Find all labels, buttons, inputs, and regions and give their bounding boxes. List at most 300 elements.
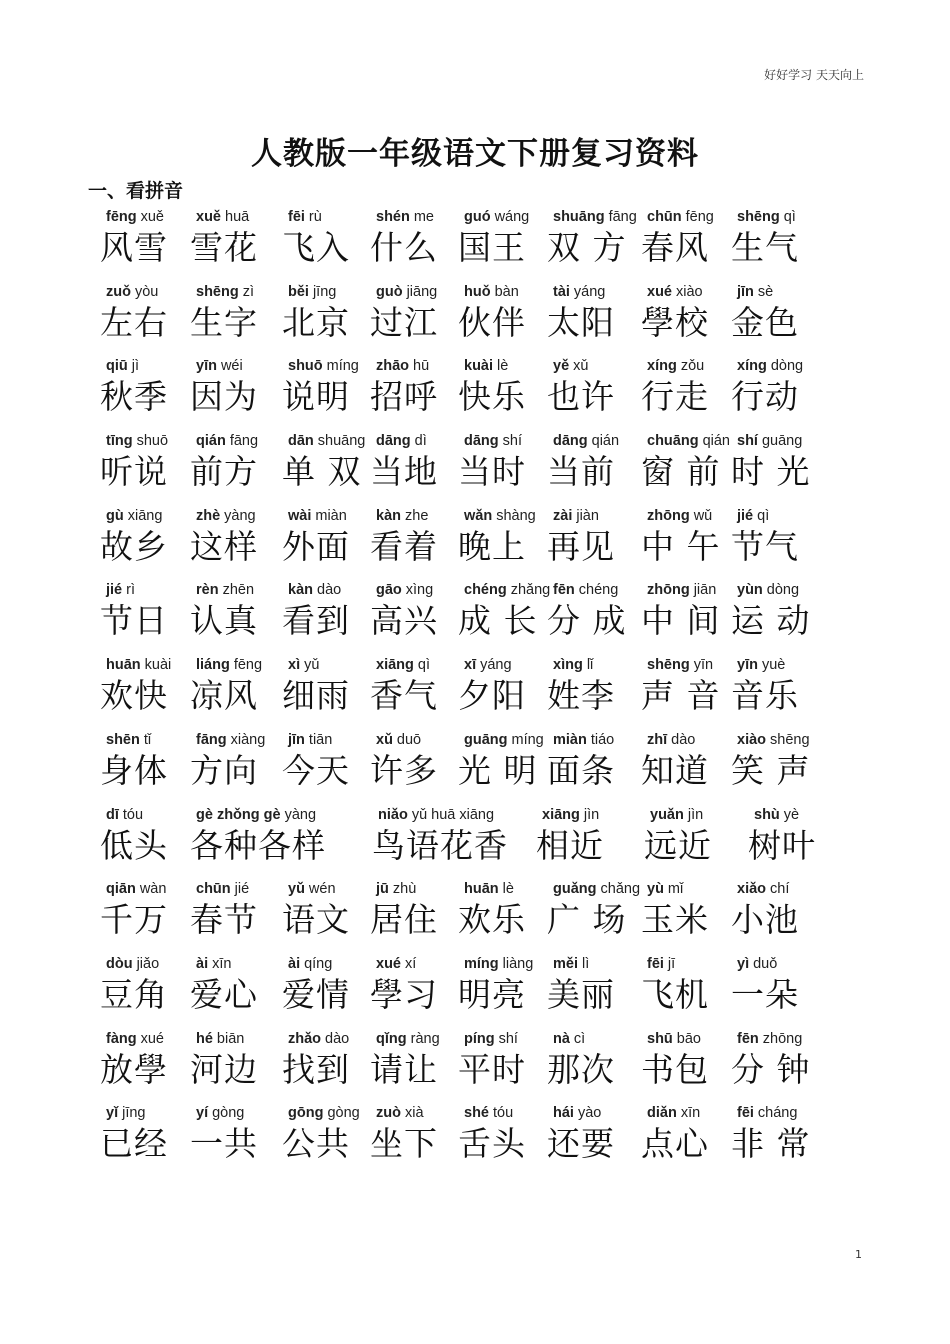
hanzi-word: 远近 (644, 825, 712, 865)
pinyin-syllable-2: cháng (757, 1105, 798, 1122)
pinyin (731, 953, 827, 975)
word-item (370, 579, 466, 641)
hanzi-word: 那次 (547, 1049, 615, 1089)
pinyin (100, 804, 196, 826)
hanzi-word: 生字 (190, 302, 258, 342)
pinyin-syllable-1: kàn (376, 507, 401, 524)
hanzi-word: 外面 (282, 526, 350, 566)
document-title: 人教版一年级语文下册复习资料 (251, 136, 699, 172)
pinyin-syllable-1: zài (553, 507, 573, 524)
word-item (644, 804, 740, 866)
hanzi-word: 树叶 (748, 825, 816, 865)
word-item (100, 355, 196, 417)
pinyin-syllable-1: shēn (106, 731, 140, 748)
pinyin-syllable-2: yào (577, 1105, 602, 1122)
pinyin (547, 878, 643, 900)
pinyin (641, 1102, 737, 1124)
word-item (370, 206, 466, 268)
hanzi-word: 姓李 (547, 676, 615, 716)
pinyin (547, 654, 643, 676)
pinyin (370, 281, 466, 303)
word-item (100, 1102, 196, 1164)
pinyin (458, 878, 554, 900)
pinyin (458, 1102, 554, 1124)
word-item (370, 1028, 466, 1090)
word-item (458, 1102, 554, 1164)
hanzi-word: 欢乐 (458, 900, 526, 940)
pinyin-syllable-1: yǐ (106, 1105, 119, 1122)
pinyin-syllable-2: zhōng (762, 1030, 803, 1047)
hanzi-word: 晚上 (458, 526, 526, 566)
pinyin-syllable-1: gōng (288, 1105, 324, 1122)
word-item (282, 505, 378, 567)
pinyin-syllable-2: míng (511, 731, 544, 748)
word-item (547, 953, 643, 1015)
word-item (370, 953, 466, 1015)
pinyin-syllable-1: dòu (106, 955, 133, 972)
word-item (100, 281, 196, 343)
pinyin (190, 804, 370, 826)
pinyin-syllable-2: míng (326, 358, 359, 375)
pinyin (731, 206, 827, 228)
word-item (282, 579, 378, 641)
pinyin-syllable-2: zhù (392, 881, 417, 898)
hanzi-word: 广 场 (547, 900, 627, 940)
hanzi-word: 行走 (641, 377, 709, 417)
pinyin (190, 281, 286, 303)
word-item (547, 1028, 643, 1090)
pinyin-syllable-2: dào (317, 582, 342, 599)
pinyin (536, 804, 632, 826)
pinyin-syllable-1: fēng (106, 209, 137, 225)
hanzi-word: 今天 (282, 750, 350, 790)
pinyin (190, 206, 286, 228)
word-item (282, 878, 378, 940)
word-item (100, 505, 196, 567)
pinyin (731, 654, 827, 676)
word-item (547, 579, 643, 641)
pinyin-syllable-1: xiāng (542, 806, 580, 823)
hanzi-word: 學校 (641, 302, 709, 342)
pinyin (641, 953, 737, 975)
pinyin-syllable-2: jīng (312, 283, 337, 300)
word-item (547, 206, 643, 268)
pinyin-syllable-1: shuāng (553, 209, 605, 225)
word-item (190, 729, 286, 791)
pinyin-syllable-2: tǐ (143, 731, 152, 748)
hanzi-word: 当地 (370, 452, 438, 492)
word-item (100, 654, 196, 716)
pinyin (370, 729, 466, 751)
pinyin (731, 1028, 827, 1050)
hanzi-word: 各种各样 (190, 825, 326, 865)
word-item (641, 1028, 737, 1090)
pinyin-syllable-1: xué (376, 955, 401, 972)
word-item (190, 1028, 286, 1090)
pinyin-syllable-1: qiān (106, 881, 136, 898)
word-item (547, 878, 643, 940)
word-item (731, 953, 827, 1015)
word-row (100, 878, 880, 953)
pinyin-syllable-1: xǔ (376, 731, 393, 748)
pinyin (282, 430, 378, 452)
hanzi-word: 点心 (641, 1124, 709, 1164)
word-item (458, 579, 554, 641)
word-item (458, 281, 554, 343)
hanzi-word: 成 长 (458, 601, 538, 641)
word-item (282, 729, 378, 791)
hanzi-word: 分 成 (547, 601, 627, 641)
pinyin (547, 206, 643, 228)
pinyin-syllable-2: lè (497, 358, 509, 375)
word-item (100, 1028, 196, 1090)
hanzi-word: 小池 (731, 900, 799, 940)
pinyin (458, 654, 554, 676)
word-item (100, 804, 196, 866)
hanzi-word: 金色 (731, 302, 799, 342)
pinyin-syllable-2: biān (216, 1030, 245, 1047)
word-item (458, 1028, 554, 1090)
pinyin (370, 878, 466, 900)
pinyin (458, 579, 554, 601)
word-item (190, 654, 286, 716)
word-item (458, 729, 554, 791)
pinyin-syllable-1: dāng (376, 433, 411, 450)
hanzi-word: 知道 (641, 750, 709, 790)
pinyin-syllable-2: fēng (685, 209, 714, 225)
pinyin (731, 355, 827, 377)
hanzi-word: 已经 (100, 1124, 168, 1164)
pinyin-syllable-2: wéi (220, 358, 243, 375)
pinyin-syllable-2: rù (308, 209, 322, 225)
pinyin-syllable-1: chūn (196, 881, 231, 898)
pinyin (641, 281, 737, 303)
pinyin-syllable-2: duǒ (753, 955, 778, 972)
pinyin-syllable-1: zuò (376, 1105, 401, 1122)
pinyin-syllable-1: nà (553, 1030, 570, 1047)
pinyin-syllable-1: dāng (464, 433, 499, 450)
hanzi-word: 凉风 (190, 676, 258, 716)
word-item (190, 355, 286, 417)
pinyin-syllable-1: xì (288, 657, 301, 674)
hanzi-word: 行动 (731, 377, 799, 417)
pinyin-syllable-2: huā (225, 209, 250, 225)
pinyin-syllable-2: jīng (122, 1105, 146, 1122)
hanzi-word: 分 钟 (731, 1049, 811, 1089)
pinyin-syllable-2: xīn (680, 1105, 701, 1122)
hanzi-word: 也许 (547, 377, 615, 417)
word-row (100, 729, 880, 804)
pinyin-syllable-2: shí (502, 433, 522, 450)
pinyin-syllable-1: jié (106, 582, 123, 599)
pinyin-syllable-1: yǔ (288, 881, 305, 898)
pinyin-syllable-1: zhǎo (288, 1030, 322, 1047)
word-item (190, 579, 286, 641)
word-row (100, 1102, 880, 1177)
pinyin-syllable-1: gāo (376, 582, 402, 599)
word-item (370, 505, 466, 567)
word-item (370, 1102, 466, 1164)
pinyin (190, 505, 286, 527)
word-row (100, 579, 880, 654)
pinyin-syllable-1: chuāng (647, 433, 699, 450)
hanzi-word: 玉米 (641, 900, 709, 940)
pinyin-syllable-2: gòng (327, 1105, 360, 1122)
word-item (282, 430, 378, 492)
hanzi-word: 中 间 (641, 601, 721, 641)
pinyin-syllable-1: kàn (288, 582, 313, 599)
hanzi-word: 夕阳 (458, 676, 526, 716)
word-item (731, 1028, 827, 1090)
pinyin-syllable-1: tīng (106, 433, 133, 450)
word-item (641, 729, 737, 791)
word-item (190, 281, 286, 343)
pinyin (370, 953, 466, 975)
pinyin-syllable-2: dào (671, 731, 696, 748)
hanzi-word: 左右 (100, 302, 168, 342)
pinyin-syllable-1: xìng (553, 657, 583, 674)
hanzi-word: 当前 (547, 452, 615, 492)
hanzi-word: 香气 (370, 676, 438, 716)
pinyin (641, 878, 737, 900)
word-item (100, 729, 196, 791)
pinyin-syllable-2: shàng (496, 507, 536, 524)
pinyin-syllable-2: yǔ huā xiāng (411, 806, 495, 823)
word-item (748, 804, 844, 866)
word-item (641, 430, 737, 492)
word-item (282, 281, 378, 343)
hanzi-word: 方向 (190, 750, 258, 790)
pinyin-syllable-2: fāng (229, 433, 259, 450)
word-item (282, 654, 378, 716)
pinyin (190, 654, 286, 676)
hanzi-word: 春节 (190, 900, 258, 940)
word-item (190, 1102, 286, 1164)
word-item (370, 878, 466, 940)
pinyin (547, 1028, 643, 1050)
pinyin (190, 430, 286, 452)
pinyin (370, 1102, 466, 1124)
hanzi-word: 时 光 (731, 452, 811, 492)
pinyin (731, 729, 827, 751)
pinyin-syllable-1: jīn (288, 731, 305, 748)
pinyin (731, 878, 827, 900)
pinyin-syllable-2: chéng (578, 582, 619, 599)
pinyin-syllable-2: shēng (770, 731, 810, 748)
pinyin (282, 953, 378, 975)
pinyin-syllable-1: huān (464, 881, 499, 898)
pinyin-syllable-1: fāng (196, 731, 227, 748)
pinyin (547, 430, 643, 452)
pinyin (370, 1028, 466, 1050)
pinyin-syllable-1: ài (196, 955, 209, 972)
pinyin-syllable-1: shé (464, 1105, 489, 1122)
pinyin-syllable-2: qì (757, 507, 770, 524)
section-heading: 一、看拼音 (88, 180, 184, 202)
pinyin-syllable-1: qiū (106, 358, 128, 375)
pinyin-syllable-2: qíng (304, 955, 333, 972)
pinyin-syllable-2: xìng (405, 582, 434, 599)
pinyin (100, 878, 196, 900)
hanzi-word: 语文 (282, 900, 350, 940)
pinyin-syllable-2: yǔ (304, 657, 320, 674)
hanzi-word: 欢快 (100, 676, 168, 716)
hanzi-word: 笑 声 (731, 750, 811, 790)
hanzi-word: 声 音 (641, 676, 721, 716)
hanzi-word: 前方 (190, 452, 258, 492)
word-item (731, 729, 827, 791)
word-item (731, 505, 827, 567)
pinyin-syllable-1: qǐng (376, 1030, 407, 1047)
pinyin-syllable-1: huān (106, 657, 141, 674)
hanzi-word: 看着 (370, 526, 438, 566)
hanzi-word: 什么 (370, 228, 438, 267)
hanzi-word: 音乐 (731, 676, 799, 716)
word-item (731, 281, 827, 343)
pinyin (644, 804, 740, 826)
pinyin-syllable-2: tóu (122, 806, 144, 823)
hanzi-word: 双 方 (547, 228, 627, 267)
word-row (100, 1028, 880, 1103)
pinyin-syllable-1: ài (288, 955, 301, 972)
pinyin-syllable-1: yí (196, 1105, 209, 1122)
hanzi-word: 鸟语花香 (372, 825, 508, 865)
word-row (100, 355, 880, 430)
pinyin-syllable-1: chūn (647, 209, 682, 225)
hanzi-word: 还要 (547, 1124, 615, 1164)
pinyin-syllable-2: wáng (494, 209, 530, 225)
pinyin-syllable-1: yuǎn (650, 806, 684, 823)
pinyin (282, 654, 378, 676)
pinyin (458, 355, 554, 377)
pinyin (100, 206, 196, 228)
pinyin-syllable-1: zhōng (647, 507, 690, 524)
hanzi-word: 爱情 (282, 974, 350, 1014)
pinyin-syllable-1: běi (288, 283, 309, 300)
pinyin-syllable-1: zuǒ (106, 283, 131, 300)
pinyin-syllable-2: qì (783, 209, 796, 225)
pinyin (731, 430, 827, 452)
pinyin-syllable-1: xué (647, 283, 672, 300)
hanzi-word: 看到 (282, 601, 350, 641)
pinyin-syllable-1: shén (376, 209, 410, 225)
pinyin-syllable-2: chí (770, 881, 790, 898)
word-item (731, 355, 827, 417)
pinyin-syllable-1: shí (737, 433, 758, 450)
pinyin (100, 729, 196, 751)
pinyin-syllable-2: yáng (480, 657, 512, 674)
pinyin-syllable-1: guó (464, 209, 491, 225)
hanzi-word: 河边 (190, 1049, 258, 1089)
pinyin (282, 355, 378, 377)
pinyin-syllable-1: dāng (553, 433, 588, 450)
pinyin (190, 579, 286, 601)
hanzi-word: 节日 (100, 601, 168, 641)
pinyin-syllable-1: guǎng (553, 881, 597, 898)
pinyin (731, 579, 827, 601)
pinyin-syllable-1: yīn (196, 358, 217, 375)
word-item (458, 355, 554, 417)
pinyin-syllable-2: jiàn (576, 507, 599, 524)
word-item (731, 206, 827, 268)
pinyin-syllable-1: fēi (647, 955, 664, 972)
pinyin-syllable-2: yuè (761, 657, 786, 674)
pinyin-syllable-1: yì (737, 955, 750, 972)
pinyin (731, 281, 827, 303)
hanzi-word: 这样 (190, 526, 258, 566)
word-item (458, 654, 554, 716)
hanzi-word: 找到 (282, 1049, 350, 1089)
pinyin-syllable-2: xué (140, 1030, 164, 1047)
word-item (190, 953, 286, 1015)
pinyin-syllable-2: yè (783, 806, 800, 823)
hanzi-word: 明亮 (458, 974, 526, 1014)
hanzi-word: 故乡 (100, 526, 168, 566)
pinyin (641, 729, 737, 751)
pinyin-syllable-1: shuō (288, 358, 323, 375)
pinyin-syllable-2: lè (502, 881, 514, 898)
pinyin (190, 729, 286, 751)
word-item (282, 355, 378, 417)
pinyin (282, 281, 378, 303)
pinyin-syllable-2: fāng (608, 209, 637, 225)
pinyin-syllable-2: duō (396, 731, 422, 748)
word-item (282, 1102, 378, 1164)
pinyin (190, 355, 286, 377)
hanzi-word: 节气 (731, 526, 799, 566)
word-item (641, 1102, 737, 1164)
word-row (100, 505, 880, 580)
hanzi-word: 低头 (100, 825, 168, 865)
pinyin (282, 206, 378, 228)
pinyin-syllable-2: lì (582, 955, 590, 972)
word-item (100, 878, 196, 940)
pinyin (641, 206, 737, 228)
pinyin (731, 505, 827, 527)
pinyin-syllable-1: xī (464, 657, 477, 674)
pinyin-syllable-1: miàn (553, 731, 587, 748)
pinyin-syllable-1: yīn (737, 657, 758, 674)
hanzi-word: 细雨 (282, 676, 350, 716)
word-item (731, 878, 827, 940)
pinyin-syllable-1: shēng (196, 283, 239, 300)
hanzi-word: 千万 (100, 900, 168, 940)
pinyin-syllable-2: jiǎo (136, 955, 160, 972)
pinyin-syllable-2: tiáo (590, 731, 615, 748)
pinyin-syllable-2: wàn (139, 881, 167, 898)
pinyin-syllable-2: zhe (405, 507, 429, 524)
hanzi-word: 坐下 (370, 1124, 438, 1164)
pinyin (547, 729, 643, 751)
pinyin-syllable-2: yòu (134, 283, 159, 300)
hanzi-word: 请让 (370, 1049, 438, 1089)
word-item (458, 953, 554, 1015)
word-item (731, 430, 827, 492)
pinyin-syllable-2: hū (413, 358, 430, 375)
pinyin-syllable-1: fēi (288, 209, 305, 225)
pinyin-syllable-1: tài (553, 283, 570, 300)
pinyin-syllable-1: píng (464, 1030, 495, 1047)
hanzi-word: 爱心 (190, 974, 258, 1014)
hanzi-word: 北京 (282, 302, 350, 342)
hanzi-word: 美丽 (547, 974, 615, 1014)
pinyin-syllable-1: jié (737, 507, 754, 524)
pinyin-syllable-2: jié (234, 881, 250, 898)
pinyin-syllable-1: yě (553, 358, 570, 375)
pinyin-syllable-1: liáng (196, 657, 230, 674)
pinyin-syllable-2: shí (498, 1030, 518, 1047)
hanzi-word: 一朵 (731, 974, 799, 1014)
